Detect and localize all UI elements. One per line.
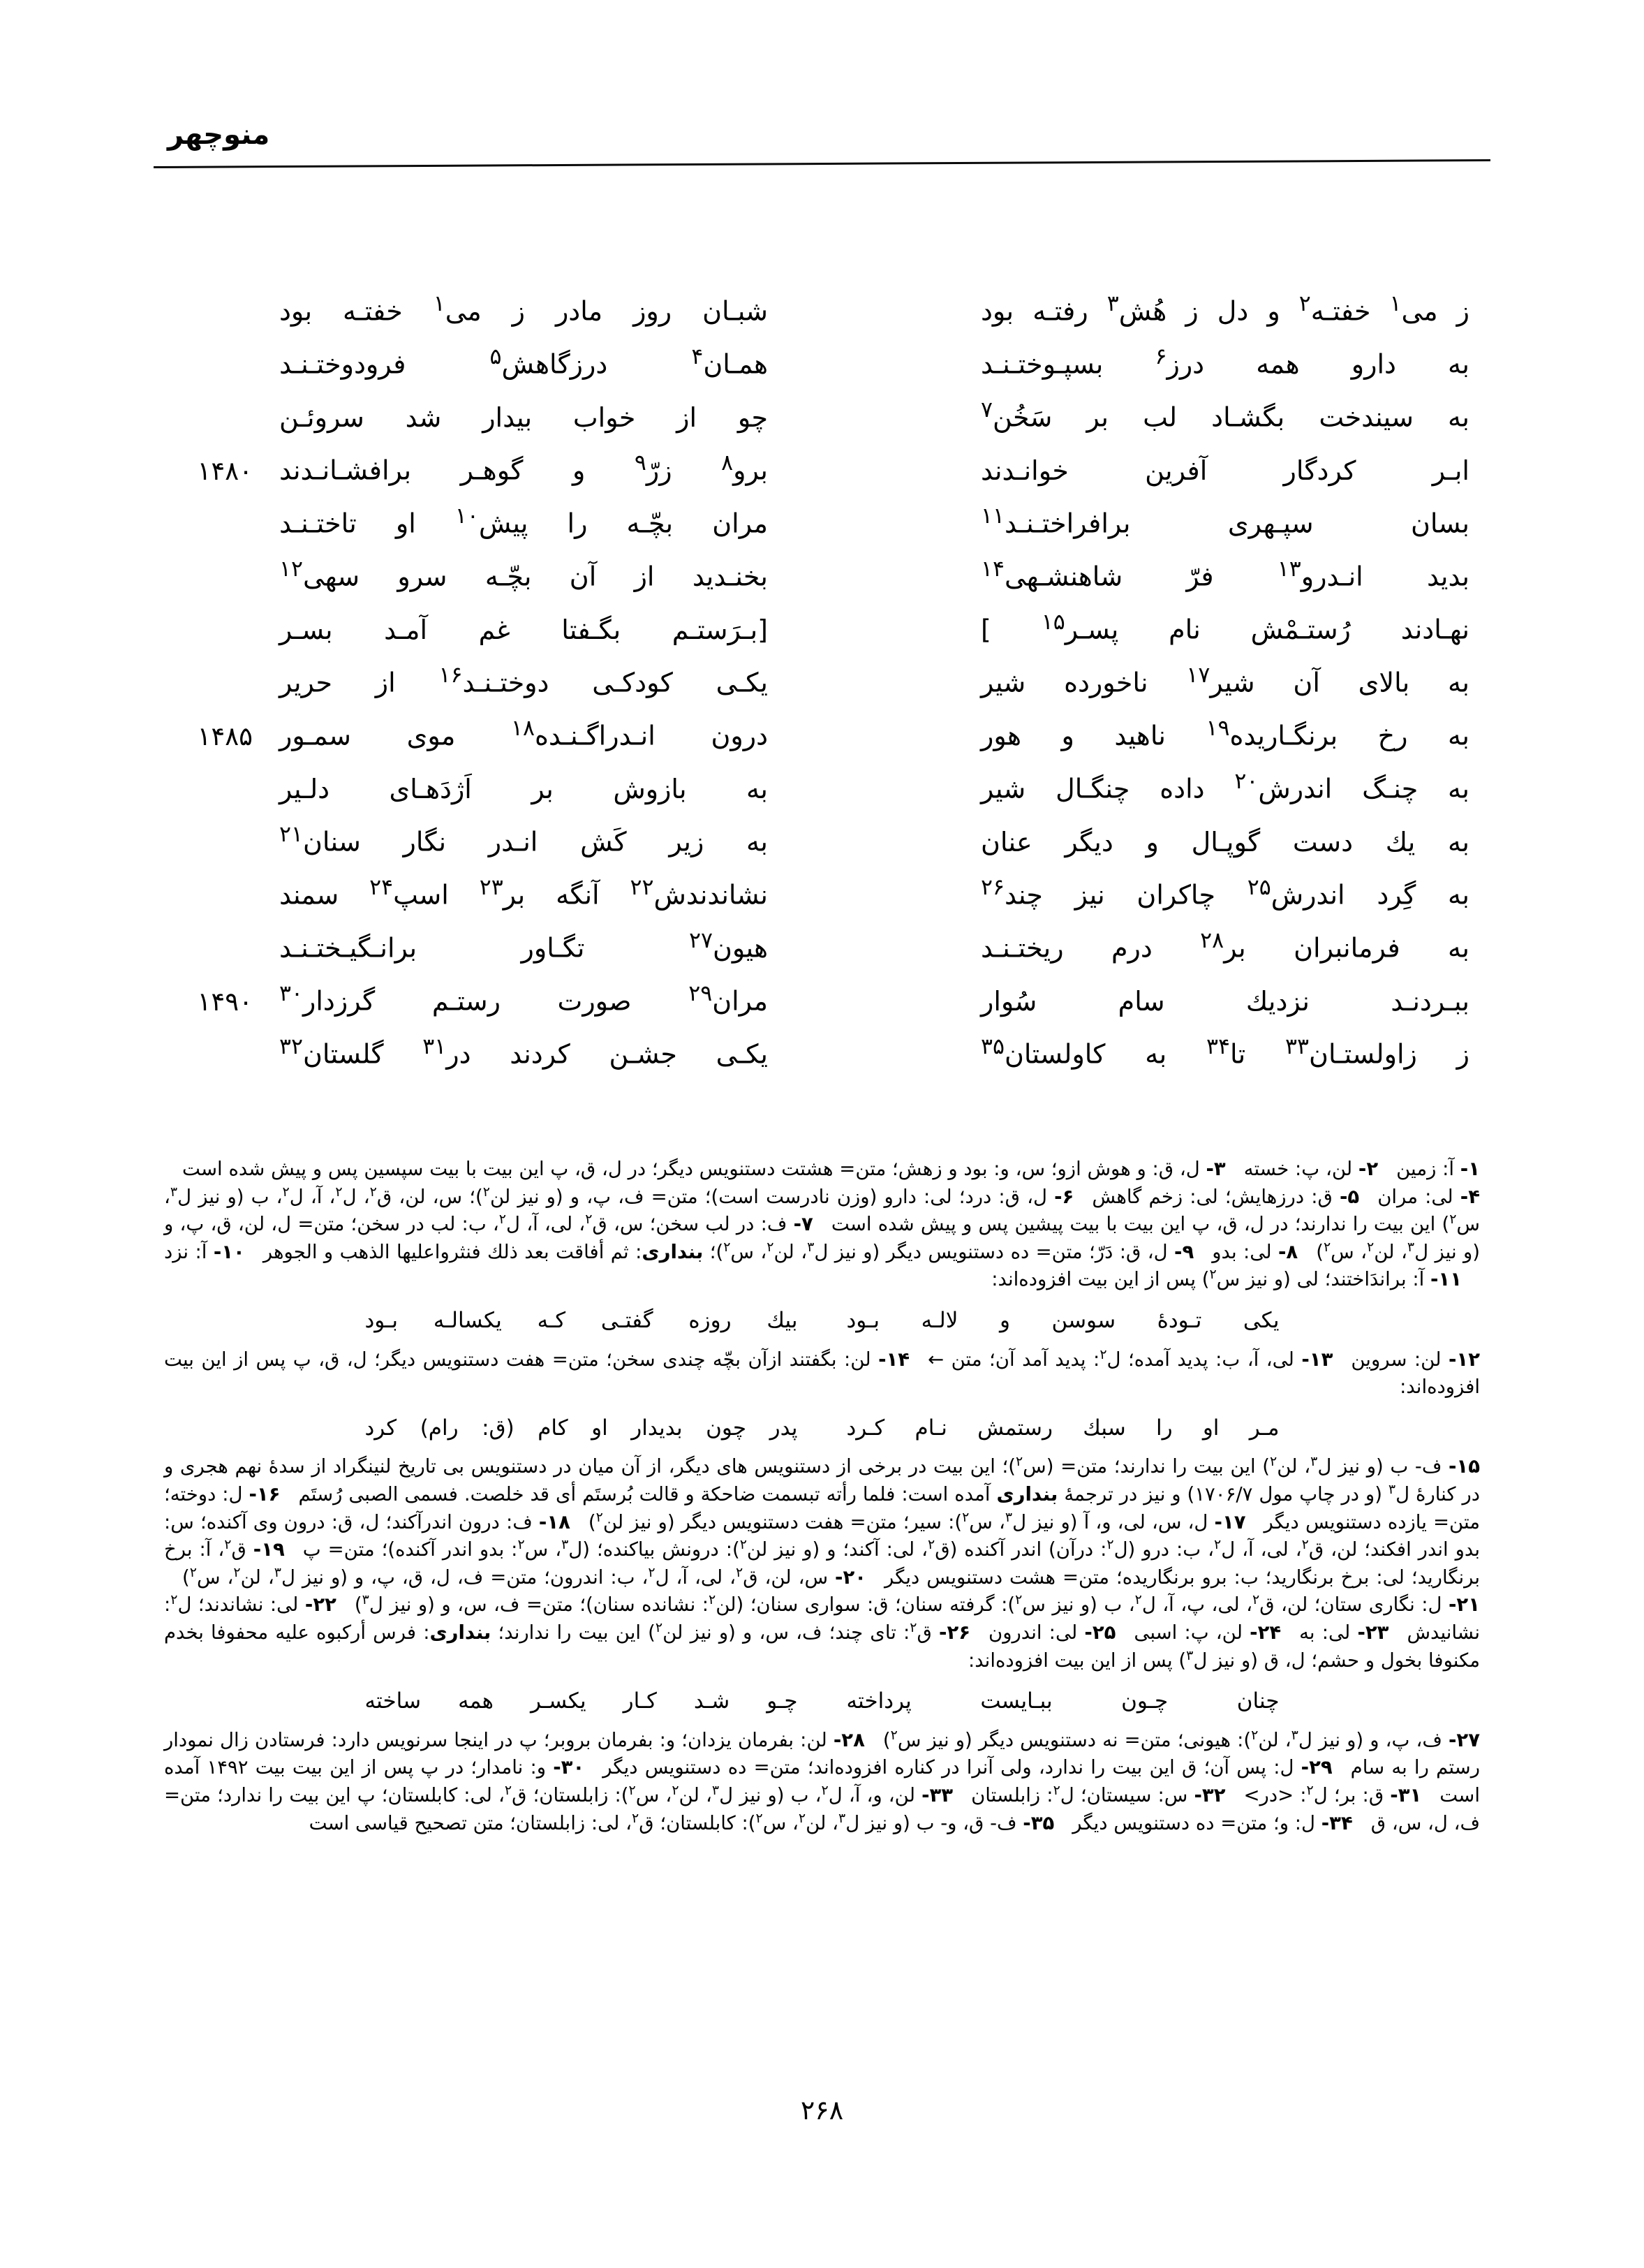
running-head: منوچهر — [168, 119, 270, 151]
hemistich-second: نهـادند رُستـمْش نام پسـر$^{۱۵}$ ] — [981, 610, 1469, 645]
quoted-verse-gutter — [798, 1305, 847, 1336]
hemistich-second: به دارو همه درز$^۶$ بسپـوختـنـد — [981, 344, 1469, 380]
hemistich-second: ز می$^۱$ خفتـه$^۲$ و دل ز هُش$^۳$ رفتـه بود — [981, 291, 1469, 327]
verse-row — [175, 718, 1469, 771]
verse-row — [175, 293, 1469, 346]
quoted-verse-gutter — [798, 1413, 847, 1444]
hemistich-first: یکـی کودکـی دوختـنـد$^{۱۶}$ از حریر — [279, 663, 768, 698]
verse-row — [175, 503, 1469, 559]
footnote-quoted-verse — [164, 1686, 1480, 1717]
footnote-paragraph: ۱۵- ف- ب (و نیز ل$^۳$، لن$^۲$) این بیت را ندارند؛ متن= (س$^۲$)؛ این بیت در برخی از دستنویس های دیگر، از آن میان در دستنویس بی تاریخ لنینگراد از سدهٔ نهم هجری و در کنارهٔ ل$^۳$ (و در چاپ مول ۱۷۰۶/۷) و نیز در ترجمهٔ بنداری آمده است: فلما رأته تبسمت ضاحكة و قالت بُرستَم أی قد خلصت. فسمی الصبی رُستَم۱۶- ل: دوخته؛ متن= یازده دستنویس دیگر۱۷- ل، س، لی، و، آ (و نیز ل$^۳$، س$^۲$): سیر؛ متن= هفت دستنویس دیگر (و نیز لن$^۲$)۱۸- ف: درون اندرآکند؛ ل، ق: درون وی آکنده؛ س: بدو اندر افکند؛ لن، ق$^۲$، لی، آ، ل$^۲$، ب: درو (ل$^۲$: درآن) اندر آکنده (ق$^۲$، لی: آکند؛ و (و نیز لن$^۲$): درونش بیاکنده؛ (ل$^۳$، س$^۲$: بدو اندر آکنده)؛ متن= پ۱۹- ق$^۲$، آ: برخ برنگارید؛ لی: برخ برنگارید؛ ب: برو برنگاریده؛ متن= هشت دستنویس دیگر۲۰- س، لن، ق$^۲$، لی، آ، ل$^۲$، ب: اندرون؛ متن= ف، ل، ق، پ، و (و نیز ل$^۳$، لن$^۲$، س$^۲$)۲۱- ل: نگاری ستان؛ لن، ق$^۲$، لی، پ، آ، ل$^۲$، ب (و نیز س$^۲$): گرفته سنان؛ ق: سواری سنان؛ (لن$^۲$: نشانده سنان)؛ متن= ف، س، و (و نیز ل$^۳$)۲۲- لی: نشاندند؛ ل$^۲$: نشانیدش۲۳- لی: به۲۴- لن، پ: اسبی۲۵- لی: اندرون۲۶- ق$^۲$: تای چند؛ ف، س، و (و نیز لن$^۲$) این بیت را ندارند؛ بنداری: فرس أركبوه علیه محفوفا بخدم مكنوفا بخول و حشم؛ ل، ق (و نیز ل$^۳$) پس از این بیت افزوده‌اند: — [164, 1454, 1481, 1672]
verse-row — [175, 771, 1469, 824]
hemistich-first: همـان$^۴$ درزگاهش$^۵$ فرودوختـنـد — [279, 344, 768, 380]
hemistich-first: شبـان روز مادر ز می$^۱$ خفتـه بود — [279, 291, 768, 327]
quoted-verse-gutter — [798, 1686, 847, 1717]
quoted-hemistich-second: مـر او را سبك رستمش نـام کـرد — [846, 1415, 1280, 1441]
verse-row — [175, 1036, 1469, 1089]
hemistich-second: ز زاولستـان$^{۳۳}$ تا$^{۳۴}$ به کاولستان$^{۳۵}$ — [981, 1034, 1470, 1070]
hemistich-second: به چنـگ اندرش$^{۲۰}$ داده چنگـال شیر — [981, 769, 1469, 804]
verse-row — [175, 399, 1469, 452]
page-header — [154, 119, 1490, 202]
verse-row — [175, 559, 1469, 612]
hemistich-first: یکـی جشـن کردند در$^{۳۱}$ گلستان$^{۳۲}$ — [279, 1034, 768, 1070]
footnote-paragraph: ۲۷- ف، پ، و (و نیز ل$^۳$، لن$^۲$): هیونی؛ متن= نه دستنویس دیگر (و نیز س$^۲$)۲۸- لن: بفرمان یزدان؛ و: بفرمان بروبر؛ پ در اینجا سرنویس دارد: فرستادن زال نمودار رستم را به سام۲۹- ل: پس آن؛ ق این بیت را ندارد، ولی آنرا در کناره افزوده‌اند؛ متن= ده دستنویس دیگر۳۰- و: نامدار؛ در پ پس از این بیت بیت ۱۴۹۲ آمده است۳۱- ق: بر؛ ل$^۲$: <در>۳۲- س: سیستان؛ ل$^۲$: زابلستان۳۳- لن، و، آ، ل$^۲$، ب (و نیز ل$^۳$، لن$^۲$، س$^۲$): زابلستان؛ ق$^۲$، لی: کابلستان؛ پ این بیت را ندارد؛ متن= ف، ل، س، ق۳۴- ل: و؛ متن= ده دستنویس دیگر۳۵- ف- ق، و- ب (و نیز ل$^۳$، لن$^۲$، س$^۲$): کابلستان؛ ق$^۲$، لی: زابلستان؛ متن تصحیح قیاسی است — [164, 1727, 1480, 1834]
quoted-hemistich-second: یکی تـودهٔ سوسن و لالـه بـود — [846, 1307, 1280, 1333]
verse-row — [175, 877, 1469, 930]
quoted-hemistich-first: بیك روزه گفتـی کـه یکسالـه بـود — [364, 1307, 798, 1333]
verse-number: ۱۴۸۵ — [197, 721, 253, 751]
hemistich-first: [بـرَستـم بگـفتا غم آمـد بسـر — [279, 614, 768, 645]
footnote-paragraph: ۱۲- لن: سروین۱۳- لی، آ، ب: پدید آمده؛ ل$^۲$: پدید آمد آن؛ متن ←۱۴- لن: بگفتند ازآن بچّه چندی سخن؛ متن= هفت دستنویس دیگر؛ ل، ق، پ پس از این بیت افزوده‌اند: — [164, 1346, 1480, 1399]
verse-row — [175, 452, 1469, 506]
hemistich-first: درون انـدراگـنـده$^{۱۸}$ موی سمـور — [279, 716, 768, 751]
verse-block — [175, 293, 1469, 1089]
hemistich-first: به زیر کَش انـدر نگار سنان$^{۲۱}$ — [279, 822, 768, 857]
hemistich-first: مران بچّـه را پیش$^{۱۰}$ او تاختـنـد — [279, 503, 769, 539]
hemistich-second: ببـردنـد نزدیك سام سُوار — [981, 985, 1469, 1017]
quoted-hemistich-second: چنان چـون ببـایست پرداخته — [846, 1688, 1280, 1714]
quoted-hemistich-first: چـو شـد کـار یکسـر همه ساخته — [364, 1688, 798, 1714]
footnote-quoted-verse — [164, 1305, 1480, 1336]
verse-row — [175, 930, 1469, 983]
page-number: ۲۶۸ — [800, 2095, 844, 2126]
hemistich-second: بدید انـدرو$^{۱۳}$ فرّ شاهنشـهی$^{۱۴}$ — [981, 557, 1469, 592]
footnote-quoted-verse — [164, 1413, 1480, 1444]
hemistich-first: بخنـدید از آن بچّـه سرو سهی$^{۱۲}$ — [279, 557, 768, 592]
verse-number: ۱۴۹۰ — [197, 986, 253, 1017]
hemistich-second: ابـر کردگار آفرین خوانـدند — [981, 455, 1469, 486]
verse-row — [175, 665, 1469, 718]
verse-row — [175, 824, 1469, 877]
header-rule — [154, 159, 1490, 168]
footnote-apparatus — [164, 1156, 1480, 1837]
hemistich-first: به بازوش بر اَژدَهـای دلـیر — [279, 773, 768, 804]
hemistich-second: به گِرد اندرش$^{۲۵}$ چاکران نیز چند$^{۲۶}$ — [981, 875, 1469, 911]
hemistich-second: به رخ برنگـاریده$^{۱۹}$ ناهید و هور — [981, 716, 1470, 751]
hemistich-second: به سیندخت بگشـاد لب بر سَخُن$^۷$ — [981, 397, 1469, 433]
hemistich-second: به فرمانبران بر$^{۲۸}$ درم ریختـنـد — [981, 928, 1469, 964]
hemistich-first: برو$^۸$ زرّ$^۹$ و گوهـر برافشـانـدند — [279, 450, 768, 486]
hemistich-second: به یك دست گوپـال و دیگر عنان — [981, 826, 1469, 857]
hemistich-first: نشاندندش$^{۲۲}$ آنگه بر$^{۲۳}$ اسپ$^{۲۴}$ سمند — [279, 875, 768, 911]
hemistich-first: هیون$^{۲۷}$ تگـاور برانـگیـختـنـد — [279, 928, 768, 964]
hemistich-second: بسان سپـهری برافراختـنـد$^{۱۱}$ — [981, 503, 1469, 539]
hemistich-first: مران$^{۲۹}$ صورت رستـم گرزدار$^{۳۰}$ — [279, 981, 768, 1017]
verse-row — [175, 346, 1469, 399]
verse-row — [175, 983, 1469, 1036]
hemistich-second: به بالای آن شیر$^{۱۷}$ ناخورده شیر — [981, 663, 1469, 698]
footnote-paragraph: ۱- آ: زمین۲- لن، پ: خسته۳- ل، ق: و هوش ازو؛ س، و: بود و زهش؛ متن= هشتت دستنویس دیگر؛ در ل، ق، پ این بیت با بیت سپسین پس و پیش شده است۴- لی: مران۵- ق: درزهایش؛ لی: زخم گاهش۶- ل، ق: درد؛ لی: دارو (وزن نادرست است)؛ متن= ف، پ، و (و نیز لن$^۲$)؛ س، لن، ق$^۲$، ل$^۲$، آ، ل$^۲$، ب (و نیز ل$^۳$، س$^۲$) این بیت را ندارند؛ در ل، ق، پ این بیت با بیت پیشین پس و پیش شده است۷- ف: در لب سخن؛ س، ق$^۲$، لی، آ، ل$^۲$، ب: لب در سخن؛ متن= ل، لن، ق، پ، و (و نیز ل$^۳$، لن$^۲$، س$^۲$)۸- لی: بدو۹- ل، ق: دَرّ؛ متن= ده دستنویس دیگر (و نیز ل$^۳$، لن$^۲$، س$^۲$)؛ بنداری: ثم أفاقت بعد ذلك فنثرواعلیها الذهب و الجوهر۱۰- آ: نزد۱۱- آ: براندَاختند؛ لی (و نیز س$^۲$) پس از این بیت افزوده‌اند: — [164, 1158, 1481, 1291]
hemistich-first: چو از خواب بیدار شد سروئـن — [279, 402, 768, 433]
verse-row — [175, 612, 1469, 665]
verse-number: ۱۴۸۰ — [197, 455, 253, 486]
quoted-hemistich-first: پدر چون بدیدار او کام (ق: رام) کرد — [364, 1415, 798, 1441]
